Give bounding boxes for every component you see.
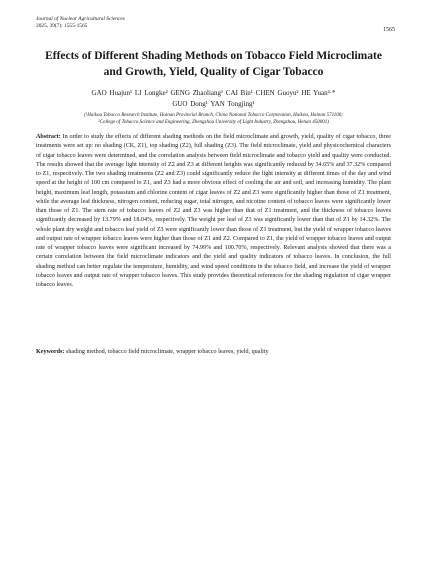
author-line: GAO Huajun¹ LI Longke² GENG Zhaoliang¹ CAI Bin¹ CHEN Guoyu² HE Yuan²·* [91, 89, 336, 97]
paper-title: Effects of Different Shading Methods on Tobacco Field Microclimate and Growth, Yield, Quality of Cigar Tobacco [45, 50, 382, 78]
author-line: GUO Dong¹ YAN Tongjing¹ [172, 100, 255, 108]
abstract [36, 133, 391, 290]
affiliation: (¹Haikou Tobacco Research Institute, Hainan Provincial Branch, China National Tobacco Corporation, Haikou, Hainan 571100; [84, 113, 343, 118]
journal-name: Journal of Nuclear Agricultural Sciences [36, 16, 125, 22]
affiliation: ²College of Tobacco Science and Engineering, Zhengzhou University of Light Industry, Zhengzhou, Henan 450001) [98, 120, 329, 125]
keywords-text: shading method, tobacco field microclimate, wrapper tobacco leaves, yield, quality [65, 349, 269, 355]
abstract-text: In order to study the effects of different shading methods on the field microclimate and growth, yield, quality of cigar tobacco, three treatments were set up: no shading (CK, Z1), top shading (Z2), full shading (Z3). The field microclimate, yield and physicochemical characters of cigar tobacco leaves were determined, and the correlation analysis between field microclimate and tobacco yield and quality were conducted. The results showed that the average light intensity of Z2 and Z3 at different heights was significantly reduced by 34.65% and 37.32% compared to Z1, respectively. The two shading treatments (Z2 and Z3) could significantly reduce the light intensity at different times of the day and wind speed at the height of 100 cm compared to Z1, and Z3 had a more obvious effect of cooling the air and soil, and increasing humidity. The plant height, maximum leaf length, potassium and chlorine content of cigar leaves of Z2 and Z3 were significantly higher than those of Z1 treatment, while the average leaf thickness, nitrogen content, reducing sugar, total nitrogen, and nicotine content of tobacco leaves were significantly lower than those of Z1. The stem rate of tobacco leaves of Z2 and Z3 was higher than that of Z1 treatment, and the thickness of tobacco leaves significantly decreased by 13.79% and 18.04%, respectively. The weight per leaf of Z3 was significantly lower than that of Z1 by 14.32%. The whole plant dry weight and tobacco leaf yield of Z3 were significantly lower than those of Z1 treatment, but the yield of wrapper tobacco leaves and output rate of wrapper tobacco leaves were higher than those of Z1 and Z2. Compared to Z1, the yield of wrapper tobacco leaves and output rate of wrapper tobacco leaves were significant increased by 74.99% and 100.70%, respectively. Relevant analysis showed that there was a certain correlation between the field microclimate indicators and the yield and quality indicators of tobacco leaves. In conclusion, the full shading method can better regulate the temperature, humidity, and wind speed conditions in the tobacco field, and increase the yield of wrapper tobacco leaves and output rate of wrapper tobacco leaves. This study provides theoretical references for the shading regulation of cigar wrapper tobacco leaves. [36, 134, 392, 288]
keywords-label: Keywords: [36, 349, 65, 355]
author-list [56, 88, 371, 110]
running-head [36, 16, 125, 30]
affiliations [40, 112, 387, 126]
keywords [36, 348, 391, 357]
page-number: 1565 [383, 27, 395, 33]
issue-info: 2025, 39(7): 1555-1565 [36, 23, 88, 29]
abstract-label: Abstract: [36, 134, 61, 140]
